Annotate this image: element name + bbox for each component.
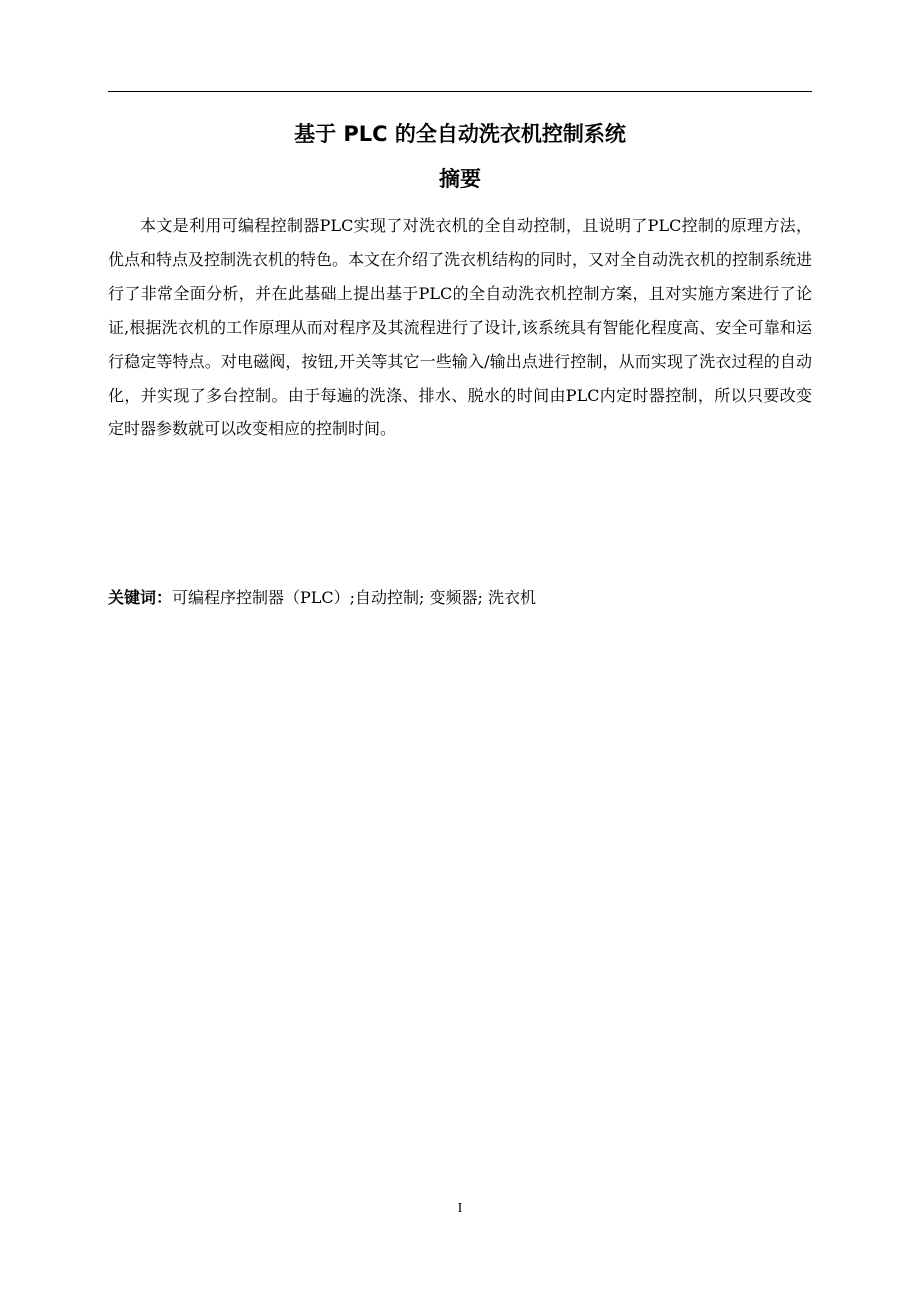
abstract-heading: 摘要: [439, 167, 481, 191]
abstract-body: 本文是利用可编程控制器PLC实现了对洗衣机的全自动控制，且说明了PLC控制的原理方法，优点和特点及控制洗衣机的特色。本文在介绍了洗衣机结构的同时，又对全自动洗衣机的控制系统进行了非常全面分析，并在此基础上提出基于PLC的全自动洗衣机控制方案，且对实施方案进行了论证,根据洗衣机的工作原理从而对程序及其流程进行了设计,该系统具有智能化程度高、安全可靠和运行稳定等特点。对电磁阀，按钮,开关等其它一些输入/输出点进行控制，从而实现了洗衣过程的自动化，并实现了多台控制。由于每遍的洗涤、排水、脱水的时间由PLC内定时器控制，所以只要改变定时器参数就可以改变相应的控制时间。: [108, 216, 813, 439]
keywords-label: 关键词：: [108, 588, 173, 607]
page-number: I: [457, 1201, 463, 1216]
keywords-text: 可编程序控制器（PLC）;自动控制; 变频器; 洗衣机: [172, 588, 536, 607]
paper-title: 基于 PLC 的全自动洗衣机控制系统: [294, 122, 626, 146]
keywords-line: [108, 583, 812, 613]
header-rule: [108, 91, 812, 92]
